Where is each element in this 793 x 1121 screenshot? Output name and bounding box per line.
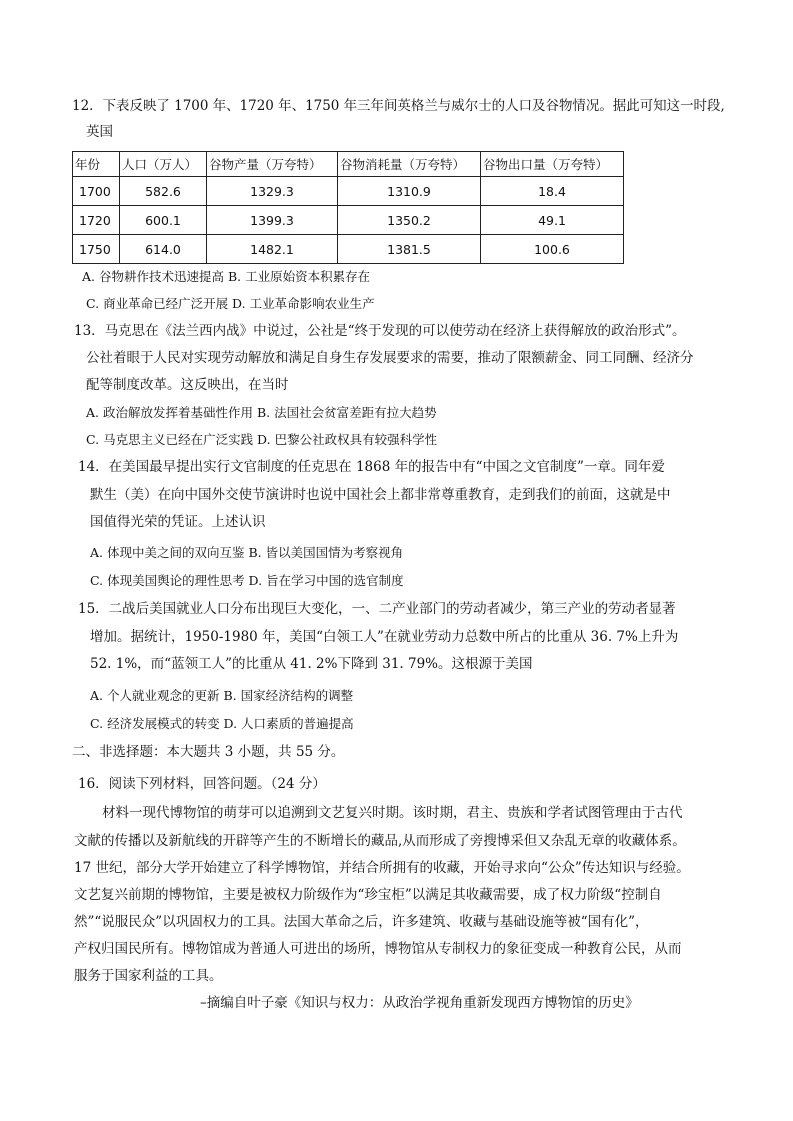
table-header-row — [73, 152, 624, 177]
q16-material-line: 然”“说服民众”以巩固权力的工具。法国大革命之后，许多建筑、收藏与基础设施等被“国有化”， — [74, 914, 649, 930]
q16-material-line: 文献的传播以及新航线的开辟等产生的不断增长的藏品,从而形成了旁搜博采但又杂乱无章的收藏体系。 — [74, 833, 686, 849]
table-cell: 1482.1 — [207, 235, 338, 264]
table-cell: 100.6 — [481, 235, 624, 264]
table-header: 谷物产量（万夸特） — [207, 152, 338, 177]
q14-stem-line3: 国值得光荣的凭证。上述认识 — [90, 514, 266, 530]
q15-options-ab: A. 个人就业观念的更新 B. 国家经济结构的调整 — [90, 688, 354, 703]
q15-stem-line3: 52. 1%，而“蓝领工人”的比重从 41. 2%下降到 31. 79%。这根源于美国 — [90, 656, 533, 672]
q16-material-line: 产权归国民所有。博物馆成为普通人可进出的场所，博物馆从专制权力的象征变成一种教育公民，从而 — [74, 941, 682, 957]
q13-stem-line2: 公社着眼于人民对实现劳动解放和满足自身生存发展要求的需要，推动了限额薪金、同工同酬、经济分 — [86, 350, 694, 366]
q16-source: –摘编自叶子豪《知识与权力：从政治学视角重新发现西方博物馆的历史》 — [200, 995, 639, 1011]
table-cell: 1350.2 — [338, 206, 481, 235]
q15-stem-line1: 15．二战后美国就业人口分布出现巨大变化，一、二产业部门的劳动者减少，第三产业的劳动者显著 — [78, 601, 676, 617]
q13-options-cd: C. 马克思主义已经在广泛实践 D. 巴黎公社政权具有较强科学性 — [86, 432, 438, 447]
table-cell: 1700 — [73, 177, 120, 206]
q15-stem-line2: 增加。据统计，1950-1980 年，美国“白领工人”在就业劳动力总数中所占的比重从 36. 7%上升为 — [90, 629, 679, 645]
table-cell: 1720 — [73, 206, 120, 235]
table-header: 人口（万人） — [120, 152, 207, 177]
q14-options-cd: C. 体现美国舆论的理性思考 D. 旨在学习中国的选官制度 — [90, 573, 404, 588]
table-cell: 1399.3 — [207, 206, 338, 235]
q14-stem-line2: 默生（美）在向中国外交使节演讲时也说中国社会上都非常尊重教育，走到我们的前面，这就是中 — [90, 487, 671, 503]
table-cell: 49.1 — [481, 206, 624, 235]
table-header: 年份 — [73, 152, 120, 177]
q16-material-line: 服务于国家利益的工具。 — [74, 968, 223, 984]
q16-stem: 16．阅读下列材料，回答问题。（24 分） — [78, 776, 326, 792]
q15-options-cd: C. 经济发展模式的转变 D. 人口素质的普遍提高 — [90, 716, 354, 731]
table-row — [73, 177, 624, 206]
table-header: 谷物出口量（万夸特） — [481, 152, 624, 177]
table-cell: 1750 — [73, 235, 120, 264]
table-row — [73, 206, 624, 235]
q12-options-ab: A. 谷物耕作技术迅速提高 B. 工业原始资本积累存在 — [82, 269, 371, 284]
population-grain-table — [72, 151, 624, 264]
table-cell: 18.4 — [481, 177, 624, 206]
q14-stem-line1: 14．在美国最早提出实行文官制度的任克思在 1868 年的报告中有“中国之文官制度”一章。同年爱 — [78, 459, 665, 475]
q16-material-line: 材料一现代博物馆的萌芽可以追溯到文艺复兴时期。该时期，君主、贵族和学者试图管理由于古代 — [102, 805, 683, 821]
q13-stem-line1: 13．马克思在《法兰西内战》中说过，公社是“终于发现的可以使劳动在经济上获得解放的政治形式”。 — [74, 323, 686, 339]
table-header: 谷物消耗量（万夸特） — [338, 152, 481, 177]
table-cell: 1310.9 — [338, 177, 481, 206]
q13-stem-line3: 配等制度改革。这反映出，在当时 — [86, 377, 289, 393]
table-cell: 1381.5 — [338, 235, 481, 264]
table-cell: 614.0 — [120, 235, 207, 264]
q16-material-line: 17 世纪，部分大学开始建立了科学博物馆，并结合所拥有的收藏，开始寻求向“公众”传达知识与经验。 — [74, 860, 690, 876]
table-cell: 1329.3 — [207, 177, 338, 206]
q16-material-line: 文艺复兴前期的博物馆，主要是被权力阶级作为“珍宝柜”以满足其收藏需要，成了权力阶级“控制自 — [74, 887, 662, 903]
table-row — [73, 235, 624, 264]
table-cell: 600.1 — [120, 206, 207, 235]
q13-options-ab: A. 政治解放发挥着基础性作用 B. 法国社会贫富差距有拉大趋势 — [86, 405, 437, 420]
table-cell: 582.6 — [120, 177, 207, 206]
q14-options-ab: A. 体现中美之间的双向互鉴 B. 皆以美国国情为考察视角 — [90, 545, 404, 560]
q12-stem-line2: 英国 — [86, 124, 113, 140]
section-heading: 二、非选择题：本大题共 3 小题，共 55 分。 — [72, 744, 345, 760]
q12-options-cd: C. 商业革命已经广泛开展 D. 工业革命影响农业生产 — [86, 296, 375, 311]
q12-stem-line1: 12．下表反映了 1700 年、1720 年、1750 年三年间英格兰与威尔士的人口及谷物情况。据此可知这一时段, — [72, 98, 725, 114]
